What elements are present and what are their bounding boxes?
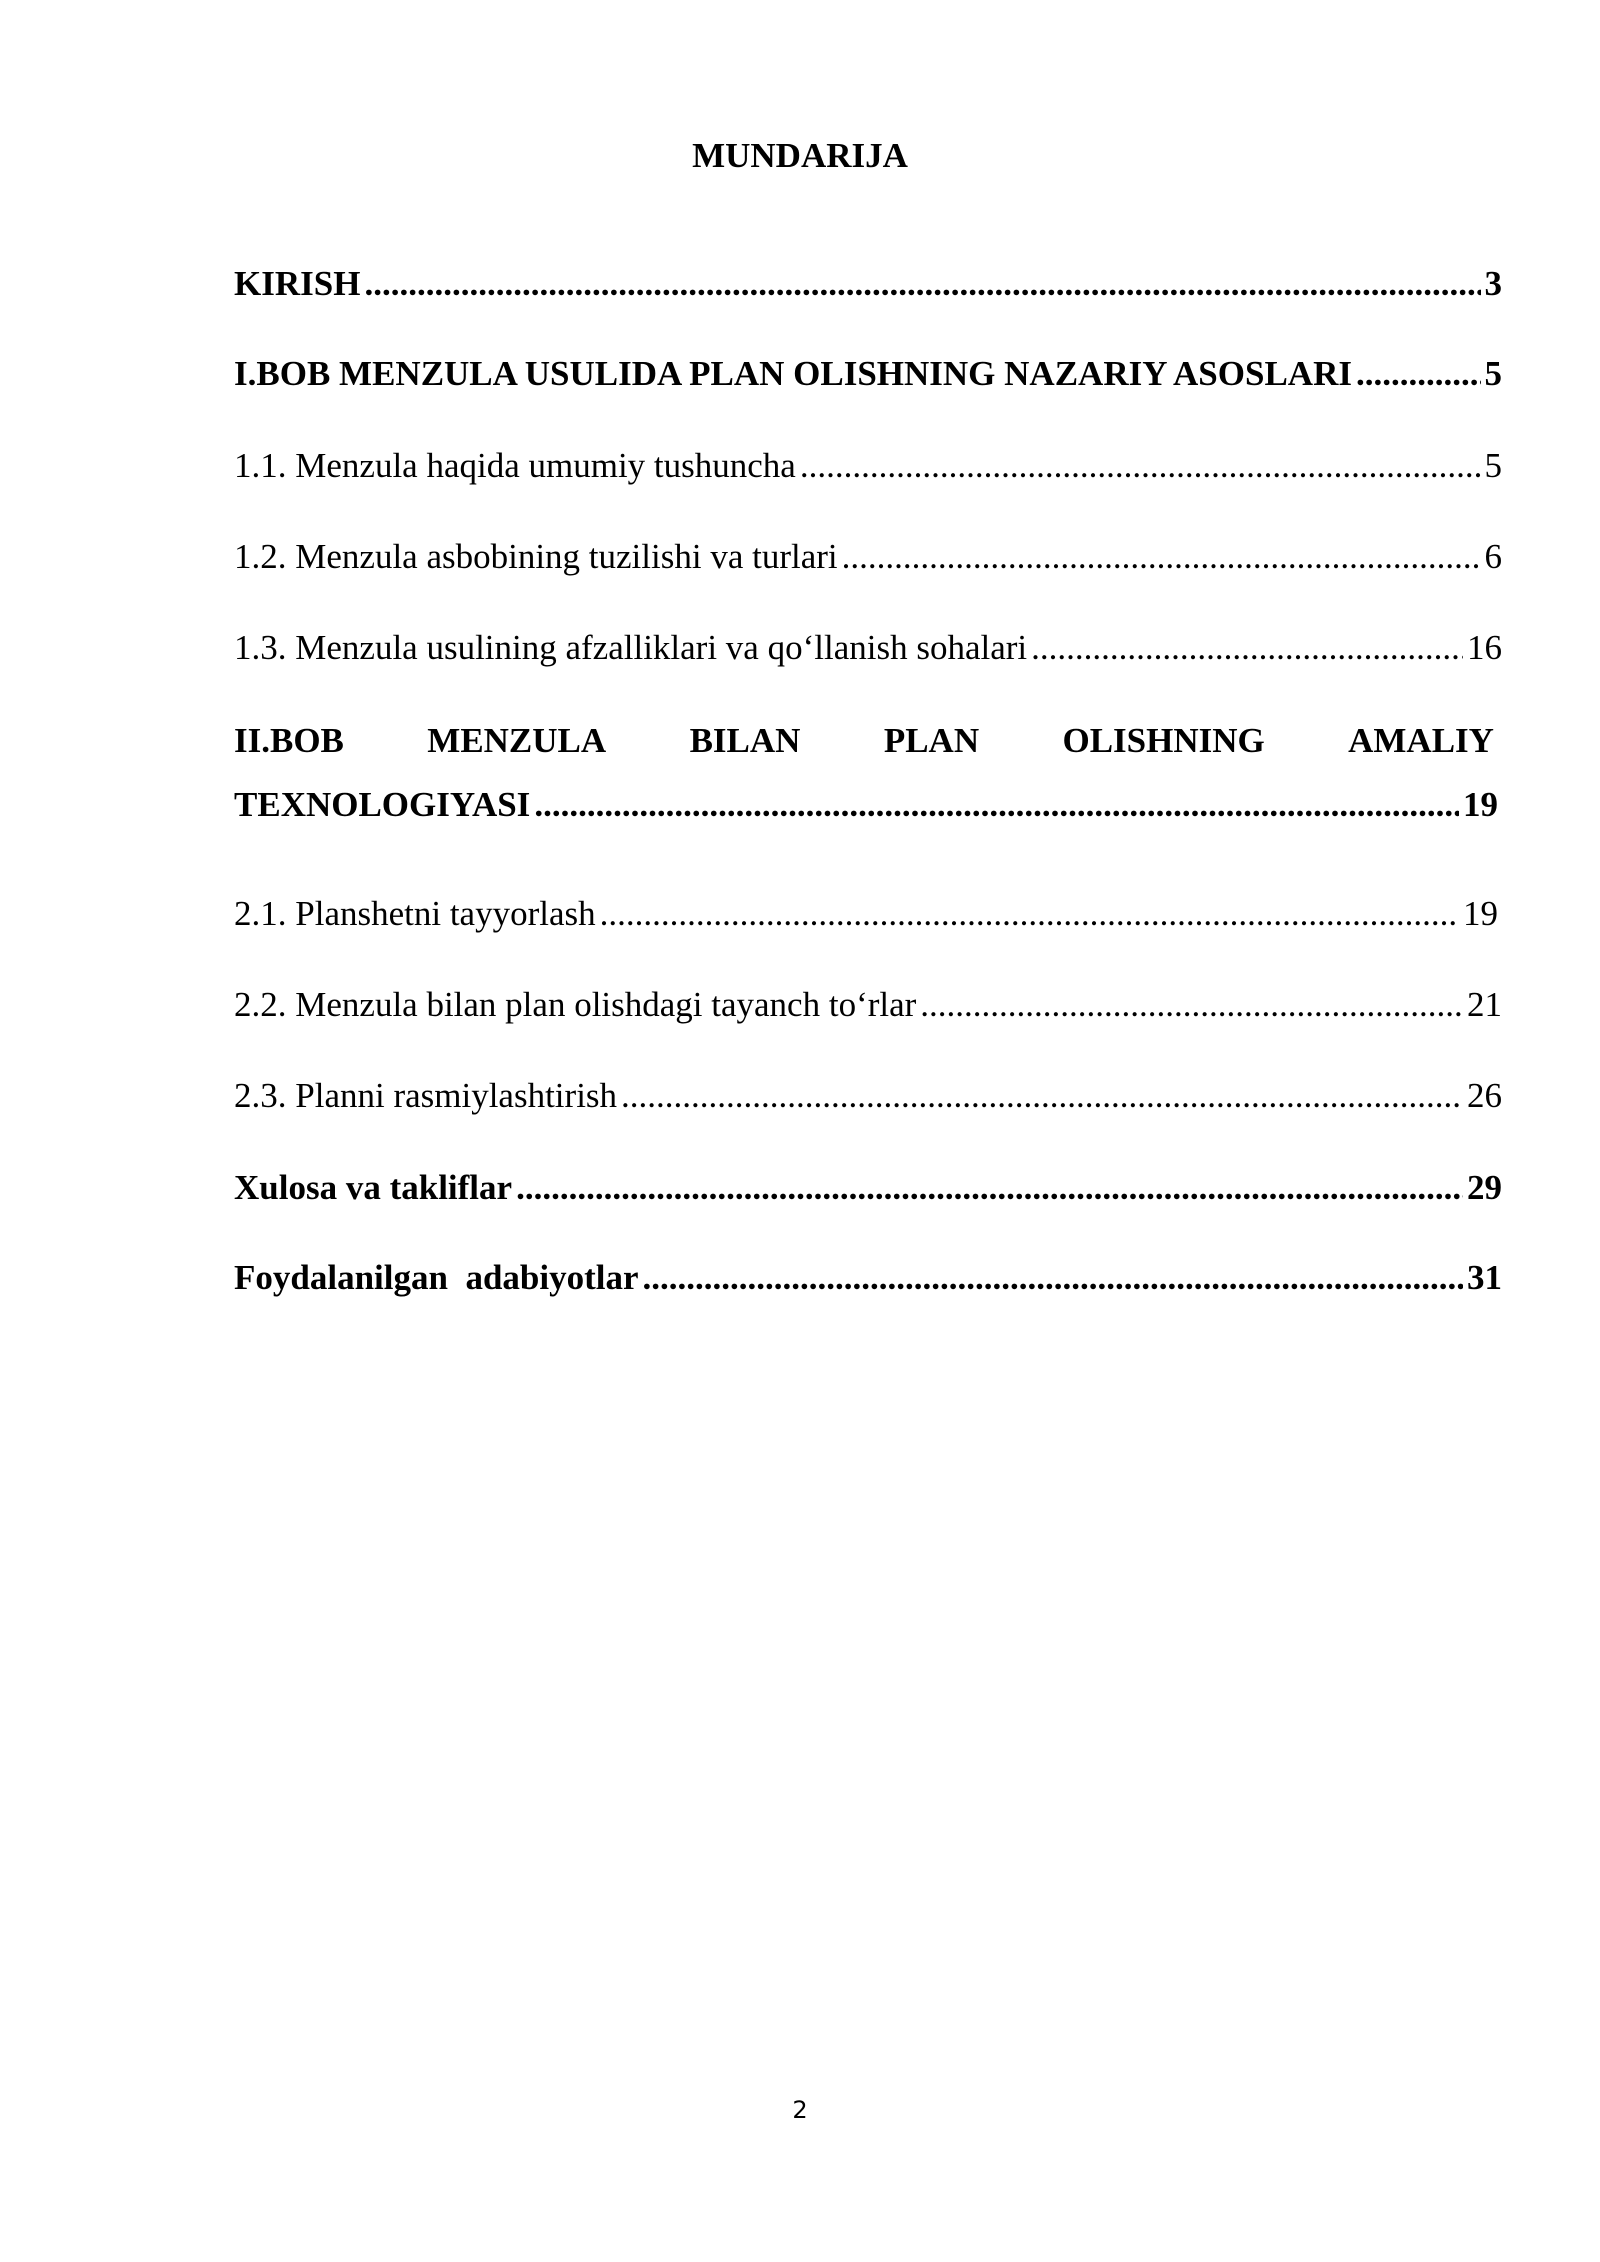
toc-label: Foydalanilgan adabiyotlar [234, 1258, 639, 1297]
toc-leader [516, 1168, 1463, 1208]
toc-page-number: 19 [1463, 894, 1498, 933]
toc-page-number: 31 [1467, 1258, 1502, 1297]
toc-label: 2.2. Menzula bilan plan olishdagi tayanch to‘rlar [234, 985, 917, 1024]
toc-entry-2-1[interactable] [234, 894, 1498, 934]
toc-leader [920, 985, 1463, 1025]
toc-leader [621, 1076, 1463, 1116]
toc-entry-1-3[interactable] [234, 628, 1502, 668]
toc-label: TEXNOLOGIYASI [234, 785, 531, 824]
toc-label: I.BOB MENZULA USULIDA PLAN OLISHNING NAZARIY ASOSLARI [234, 354, 1352, 393]
toc-leader [643, 1258, 1463, 1298]
toc-label: 2.1. Planshetni tayyorlash [234, 894, 596, 933]
toc-entry-kirish[interactable] [234, 264, 1502, 304]
toc-entry-bob2[interactable] [234, 721, 1494, 761]
toc-entry-1-1[interactable] [234, 446, 1502, 486]
toc-leader [800, 446, 1481, 486]
toc-word: OLISHNING [1062, 721, 1265, 760]
toc-word: BILAN [689, 721, 801, 760]
toc-label: 1.1. Menzula haqida umumiy tushuncha [234, 446, 796, 485]
toc-label: 1.2. Menzula asbobining tuzilishi va turlari [234, 537, 838, 576]
toc-bob2-heading-line [234, 721, 1494, 761]
toc-leader [1031, 628, 1463, 668]
toc-page-number: 26 [1467, 1076, 1502, 1115]
page-number: 2 [792, 2096, 808, 2124]
toc-leader [534, 785, 1459, 825]
toc-leader [364, 264, 1480, 304]
toc-label: 1.3. Menzula usulining afzalliklari va qo‘llanish sohalari [234, 628, 1028, 667]
toc-page-number: 3 [1484, 264, 1502, 303]
toc-label: Xulosa va takliflar [234, 1168, 513, 1207]
page-title: MUNDARIJA [692, 136, 908, 175]
toc-label: 2.3. Planni rasmiylashtirish [234, 1076, 618, 1115]
toc-page-number: 19 [1463, 785, 1498, 824]
toc-label: KIRISH [234, 264, 361, 303]
toc-entry-bob1[interactable] [234, 354, 1502, 394]
toc-page-number: 5 [1484, 354, 1502, 393]
toc-word: PLAN [883, 721, 980, 760]
toc-word: MENZULA [427, 721, 607, 760]
toc-entry-adabiyotlar[interactable] [234, 1258, 1502, 1298]
toc-entry-2-3[interactable] [234, 1076, 1502, 1116]
toc-entry-xulosa[interactable] [234, 1168, 1502, 1208]
toc-page-number: 5 [1484, 446, 1502, 485]
toc-entry-2-2[interactable] [234, 985, 1502, 1025]
toc-word: II.BOB [234, 721, 344, 760]
toc-leader [842, 537, 1481, 577]
toc-leader [1356, 354, 1481, 394]
toc-entry-1-2[interactable] [234, 537, 1502, 577]
toc-word: AMALIY [1348, 721, 1494, 760]
toc-leader [600, 894, 1459, 934]
toc-page-number: 6 [1484, 537, 1502, 576]
toc-entry-bob2-cont[interactable] [234, 785, 1498, 825]
toc-page-number: 16 [1467, 628, 1502, 667]
toc-page-number: 21 [1467, 985, 1502, 1024]
toc-page-number: 29 [1467, 1168, 1502, 1207]
